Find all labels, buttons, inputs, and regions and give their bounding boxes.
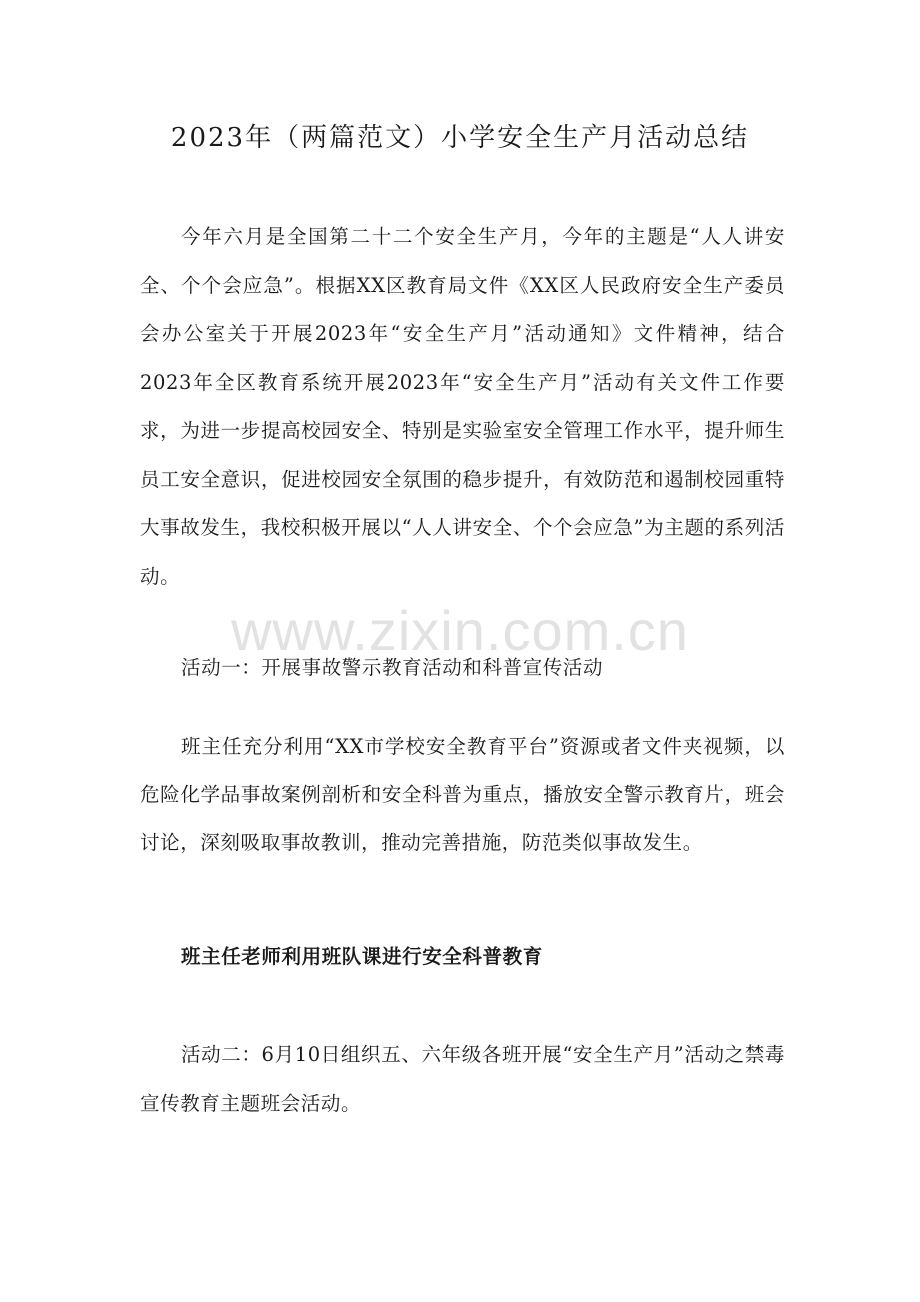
activity-two-paragraph: 活动二：6月10日组织五、六年级各班开展“安全生产月”活动之禁毒宣传教育主题班会活动。 — [140, 1043, 785, 1115]
bold-subheading: 班主任老师利用班队课进行安全科普教育 — [181, 945, 543, 968]
intro-paragraph: 今年六月是全国第二十二个安全生产月，今年的主题是“人人讲安全、个个会应急”。根据XX区教育局文件《XX区人民政府安全生产委员会办公室关于开展2023年“安全生产月”活动通知》文件精神，结合2023年全区教育系统开展2023年“安全生产月”活动有关文件工作要求，为进一步提高校园安全、特别是实验室安全管理工作水平，提升师生员工安全意识，促进校园安全氛围的稳步提升，有效防范和遏制校园重特大事故发生，我校积极开展以“人人讲安全、个个会应急”为主题的系列活动。 — [140, 225, 785, 588]
activity-one-heading: 活动一：开展事故警示教育活动和科普宣传活动 — [181, 656, 604, 679]
watermark: www.zixin.com.cn — [231, 599, 689, 662]
document-title: 2023年（两篇范文）小学安全生产月活动总结 — [170, 123, 750, 153]
activity-one-paragraph: 班主任充分利用“XX市学校安全教育平台”资源或者文件夹视频，以危险化学品事故案例剖析和安全科普为重点，播放安全警示教育片，班会讨论，深刻吸取事故教训，推动完善措施，防范类似事故发生。 — [140, 735, 785, 854]
